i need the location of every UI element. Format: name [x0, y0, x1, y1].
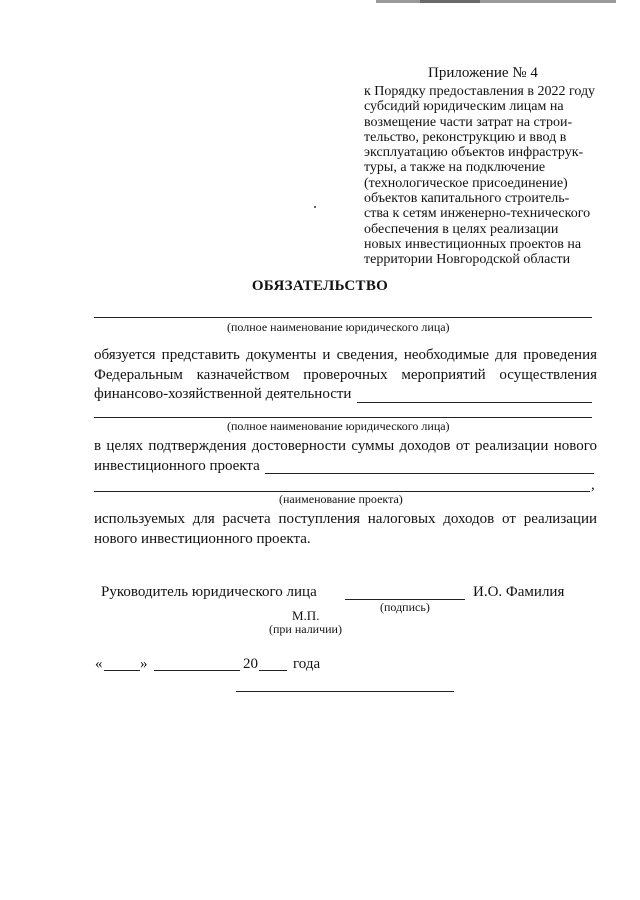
appendix-line: тельство, реконструкцию и ввод в [364, 129, 567, 145]
scan-edge-mark-dark [420, 0, 480, 3]
obligation-paragraph [94, 346, 597, 405]
date-year-prefix: 20 [243, 656, 258, 672]
date-month-field[interactable] [154, 670, 240, 671]
appendix-line: возмещение части затрат на строи- [364, 114, 573, 130]
project-comma: , [591, 477, 595, 493]
signature-caption: (подпись) [380, 600, 430, 614]
legal-entity-name-field-2[interactable] [94, 417, 592, 418]
activity-field[interactable] [357, 402, 592, 403]
appendix-text [364, 84, 614, 268]
stamp-label: М.П. [292, 608, 320, 623]
usage-line: нового инвестиционного проекта. [94, 530, 311, 547]
appendix-line: объектов капитального строитель- [364, 191, 570, 207]
appendix-number: Приложение № 4 [428, 65, 538, 81]
usage-line: используемых для расчета поступления налоговых доходов от реализации [94, 511, 597, 527]
appendix-line: новых инвестиционных проектов на [364, 236, 582, 252]
stamp-note: (при наличии) [269, 622, 342, 636]
obligation-line: финансово-хозяйственной деятельности [94, 386, 352, 402]
appendix-line: (технологическое присоединение) [364, 175, 568, 191]
usage-paragraph [94, 510, 597, 549]
legal-entity-caption: (полное наименование юридического лица) [227, 320, 450, 334]
appendix-line: субсидий юридическим лицам на [364, 99, 564, 115]
date-day-field[interactable] [104, 670, 140, 671]
legal-entity-name-field[interactable] [94, 317, 592, 318]
obligation-line: обязуется представить документы и сведения, необходимые для проведения [94, 347, 597, 363]
obligation-line: Федеральным казначейством проверочных мероприятий осуществления [94, 366, 597, 383]
scan-speck [314, 206, 316, 208]
appendix-line: ства к сетям инженерно-технического [364, 206, 591, 222]
appendix-line: эксплуатацию объектов инфраструк- [364, 145, 584, 161]
purpose-line: инвестиционного проекта [94, 457, 260, 474]
appendix-line: обеспечения в целях реализации [364, 221, 559, 237]
project-field[interactable] [265, 473, 594, 474]
bottom-divider [236, 691, 454, 692]
purpose-paragraph [94, 437, 597, 476]
appendix-line: туры, а также на подключение [364, 160, 546, 176]
date-year-word: года [293, 656, 321, 672]
signatory-name: И.О. Фамилия [473, 584, 565, 600]
scan-edge-mark [376, 0, 616, 3]
document-title: ОБЯЗАТЕЛЬСТВО [251, 278, 389, 294]
appendix-line: к Порядку предоставления в 2022 году [364, 84, 596, 99]
appendix-line: территории Новгородской области [364, 252, 571, 268]
date-close-quote: » [140, 656, 148, 672]
date-year-field[interactable] [259, 670, 287, 671]
signatory-role: Руководитель юридического лица [101, 584, 317, 600]
purpose-line: в целях подтверждения достоверности суммы доходов от реализации нового [94, 438, 597, 454]
date-open-quote: « [95, 656, 103, 672]
legal-entity-caption-2: (полное наименование юридического лица) [227, 419, 450, 433]
project-caption: (наименование проекта) [279, 492, 403, 506]
